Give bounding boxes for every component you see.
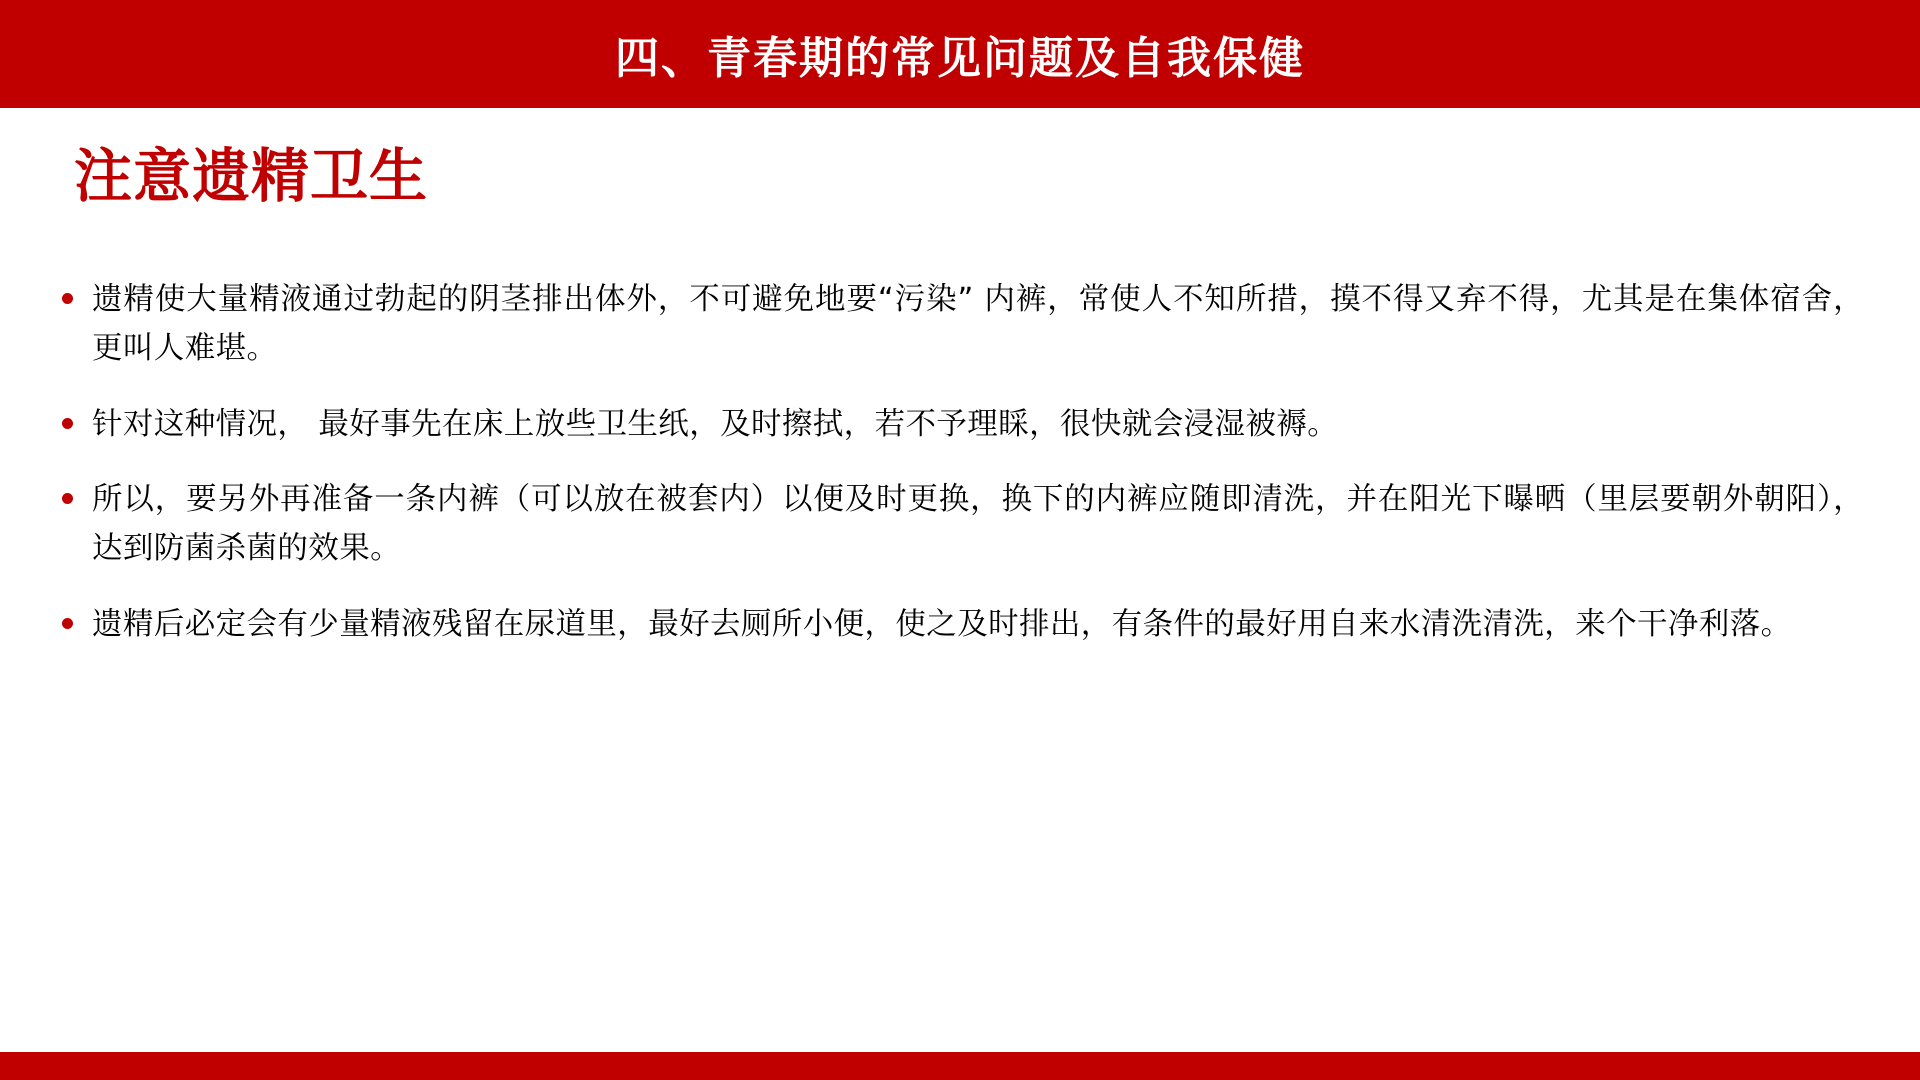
list-item-text: 针对这种情况， 最好事先在床上放些卫生纸，及时擦拭，若不予理睬，很快就会浸湿被褥。 — [92, 406, 1339, 442]
footer-band — [0, 1052, 1920, 1080]
page-title: 四、青春期的常见问题及自我保健 — [615, 33, 1305, 84]
footer-gap — [0, 1040, 1920, 1052]
bullet-dot-icon — [62, 418, 73, 429]
bullet-dot-icon — [62, 618, 73, 629]
list-item-text: 遗精后必定会有少量精液残留在尿道里，最好去厕所小便，使之及时排出，有条件的最好用自来水清洗清洗，来个干净利落。 — [92, 606, 1792, 642]
list-item-text: 所以，要另外再准备一条内裤（可以放在被套内）以便及时更换，换下的内裤应随即清洗，并在阳光下曝晒（里层要朝外朝阳），达到防菌杀菌的效果。 — [92, 482, 1864, 567]
header-band — [0, 0, 1920, 108]
bullet-dot-icon — [62, 493, 73, 504]
list-item — [56, 400, 1864, 449]
bullet-dot-icon — [62, 293, 73, 304]
list-item — [56, 600, 1864, 649]
slide-body — [0, 113, 1920, 1040]
list-item — [56, 275, 1864, 374]
bullet-list — [56, 275, 1864, 649]
list-item-text: 遗精使大量精液通过勃起的阴茎排出体外，不可避免地要“污染” 内裤，常使人不知所措，摸不得又弃不得，尤其是在集体宿舍，更叫人难堪。 — [92, 281, 1864, 367]
section-title: 注意遗精卫生 — [74, 142, 429, 210]
list-item — [56, 475, 1864, 574]
